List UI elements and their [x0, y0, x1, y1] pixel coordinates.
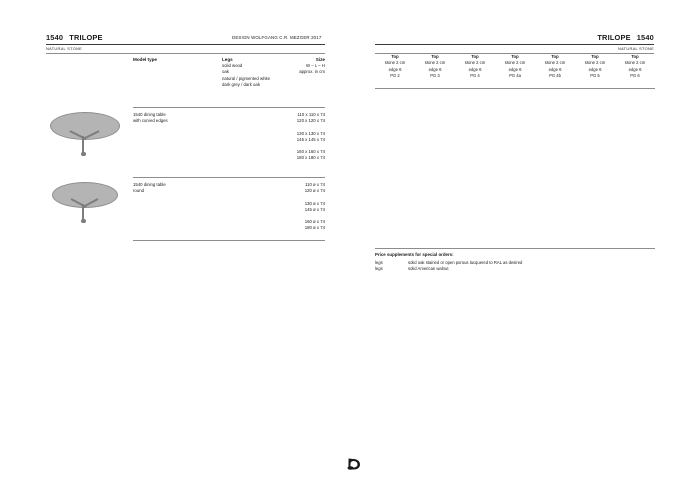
product-size: 120 x 120 x 74 — [296, 118, 325, 124]
spec-edge-label: edge 6 — [428, 66, 442, 72]
product-size-list — [280, 182, 325, 232]
spec-price-group: PG 4b — [549, 73, 561, 79]
size-unit: approx. in cm — [299, 69, 325, 75]
header-rule-right — [375, 44, 654, 45]
product-name — [133, 182, 166, 194]
product-size: 130 ø x 74 — [304, 200, 325, 206]
price-group-column — [375, 54, 415, 80]
brand-logo-icon — [345, 457, 361, 471]
spec-stone-label: stone 2 cm — [504, 60, 526, 66]
spec-grid-rule — [375, 88, 655, 89]
product-size-list — [280, 112, 325, 162]
spec-edge-label: edge 6 — [588, 66, 602, 72]
product-size: 145 x 145 x 74 — [296, 136, 325, 142]
product-name-line: round — [133, 188, 144, 194]
product-name-line: 1540 dining table — [133, 182, 166, 187]
spec-price-group: PG 6 — [630, 73, 640, 79]
price-group-column — [615, 54, 655, 80]
table-leg-foot — [81, 152, 86, 156]
price-supplement-key: legs — [375, 260, 383, 265]
design-credit: DESIGN WOLFGANG C.R. MEZGER 2017 — [232, 35, 322, 40]
legs-option: solid wood — [222, 63, 243, 68]
spec-stone-label: stone 2 cm — [424, 60, 446, 66]
spec-top-label: Top — [511, 54, 519, 59]
legs-option: dark grey / dark oak — [222, 81, 260, 87]
price-supplements-title: Price supplements for special orders: — [375, 252, 454, 257]
spec-top-label: Top — [471, 54, 479, 59]
legs-option: oak — [222, 69, 229, 75]
spec-top-label: Top — [431, 54, 439, 59]
model-number: 1540 — [46, 33, 64, 42]
product-name — [133, 112, 168, 124]
price-group-column — [495, 54, 535, 80]
spec-edge-label: edge 6 — [468, 66, 482, 72]
price-supplement-value: solid American walnut — [408, 266, 449, 272]
product-rule-2 — [133, 177, 325, 178]
col-header-legs: Legs — [222, 57, 233, 62]
product-size: 160 ø x 74 — [304, 219, 325, 225]
model-name: TRILOPE — [69, 33, 103, 42]
price-group-grid — [375, 54, 655, 80]
spec-edge-label: edge 6 — [548, 66, 562, 72]
spec-price-group: PG 2 — [390, 73, 400, 79]
price-supplement-value: solid oak stained or open porous lacquered to RAL as desired — [408, 260, 523, 265]
spec-stone-label: stone 2 cm — [544, 60, 566, 66]
model-name-right: TRILOPE — [597, 33, 631, 42]
product-size: 145 ø x 74 — [304, 206, 325, 212]
product-rule-1 — [133, 107, 325, 108]
price-supplement-row — [375, 266, 522, 272]
legs-options-list — [222, 63, 270, 88]
spec-price-group: PG 4 — [470, 73, 480, 79]
product-rule-3 — [133, 240, 325, 241]
product-size: 130 x 130 x 74 — [296, 130, 325, 136]
spec-edge-label: edge 6 — [388, 66, 402, 72]
price-supplement-key: legs — [375, 266, 383, 272]
spec-edge-label: edge 6 — [628, 66, 642, 72]
product-name-line: with curved edges — [133, 118, 168, 124]
spec-price-group: PG 4a — [509, 73, 521, 79]
spec-stone-label: stone 2 cm — [464, 60, 486, 66]
spec-price-group: PG 5 — [590, 73, 600, 79]
page-title — [46, 33, 103, 42]
product-size: 160 x 160 x 74 — [296, 149, 325, 155]
size-unit: W – L – H — [306, 63, 325, 68]
model-number-right: 1540 — [636, 33, 654, 42]
price-group-column — [415, 54, 455, 80]
product-size: 180 x 180 x 74 — [296, 155, 325, 161]
spec-stone-label: stone 2 cm — [384, 60, 406, 66]
spec-top-label: Top — [551, 54, 559, 59]
category-rule-left — [46, 53, 325, 54]
page-title-right — [597, 33, 654, 42]
category-label-left: NATURAL STONE — [46, 46, 83, 51]
spec-stone-label: stone 2 cm — [624, 60, 646, 66]
col-header-size: Size — [315, 57, 325, 62]
col-header-model-type: Model type — [133, 57, 157, 62]
table-leg-foot — [81, 219, 86, 223]
product-size: 110 x 110 x 74 — [297, 112, 325, 117]
legs-option: natural / pigmented white — [222, 75, 271, 81]
spec-price-group: PG 3 — [430, 73, 440, 79]
price-group-column — [535, 54, 575, 80]
product-name-line: 1540 dining table — [133, 112, 166, 117]
product-size: 180 ø x 74 — [304, 225, 325, 231]
product-size: 110 ø x 74 — [305, 182, 325, 187]
price-supplements-rule — [375, 248, 655, 249]
product-image-curved-table — [48, 108, 120, 160]
price-supplements-list — [375, 260, 522, 272]
category-label-right: NATURAL STONE — [617, 46, 654, 51]
spec-edge-label: edge 6 — [508, 66, 522, 72]
product-size: 120 ø x 74 — [304, 188, 325, 194]
product-image-round-table — [48, 178, 120, 230]
spec-top-label: Top — [391, 54, 399, 59]
spec-stone-label: stone 2 cm — [584, 60, 606, 66]
spec-top-label: Top — [631, 54, 639, 59]
header-rule-left — [46, 44, 325, 45]
size-units-list — [280, 63, 325, 76]
price-group-column — [575, 54, 615, 80]
spec-top-label: Top — [591, 54, 599, 59]
price-group-column — [455, 54, 495, 80]
